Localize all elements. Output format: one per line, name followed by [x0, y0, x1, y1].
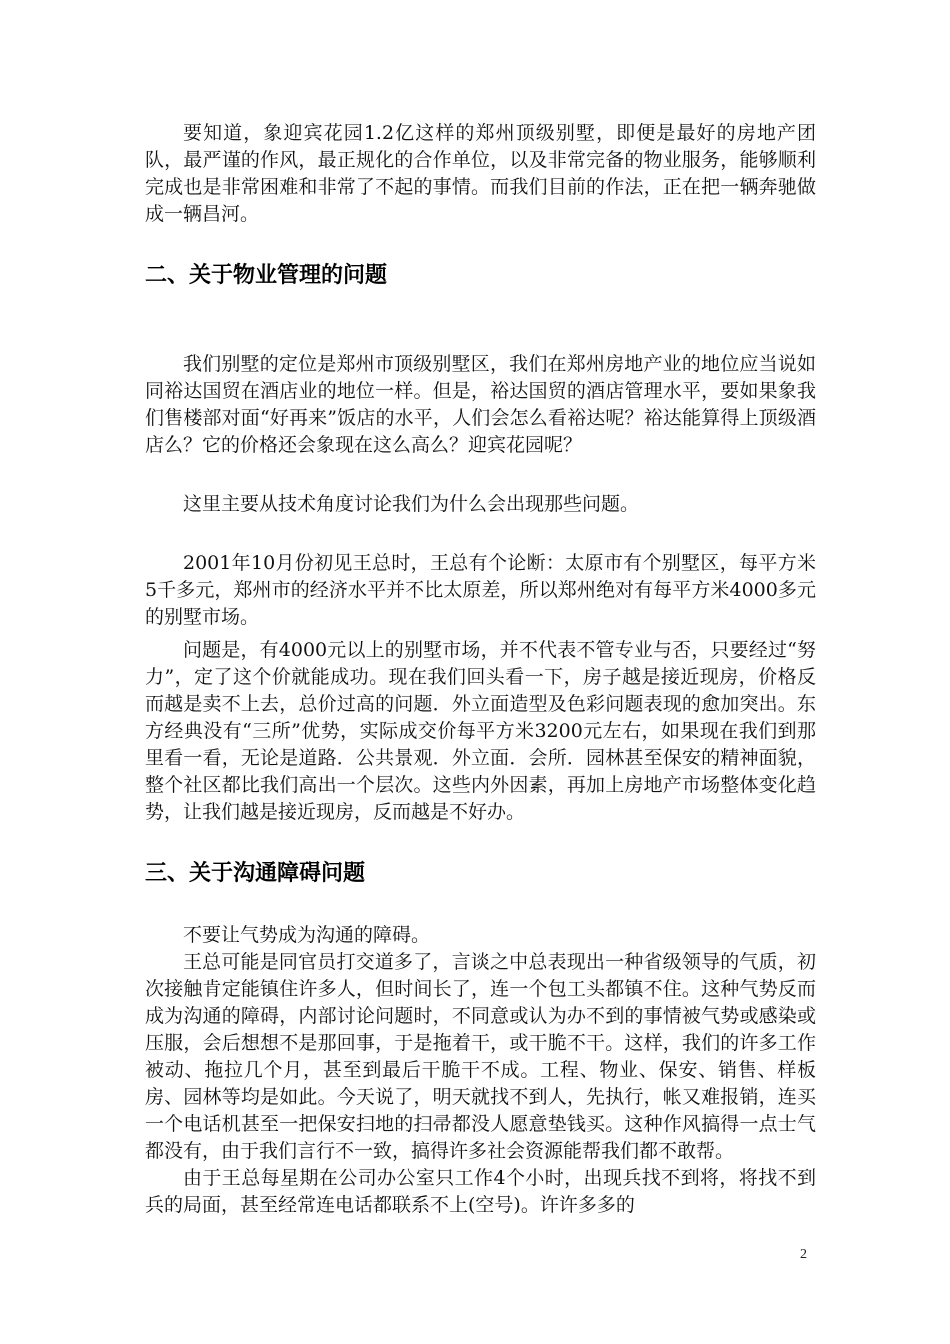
body-paragraph: 由于王总每星期在公司办公室只工作4个小时，出现兵找不到将，将找不到兵的局面，甚至经常连电话都联系不上(空号)。许许多多的: [145, 1167, 816, 1216]
body-paragraph: 我们别墅的定位是郑州市顶级别墅区，我们在郑州房地产业的地位应当说如同裕达国贸在酒店业的地位一样。但是，裕达国贸的酒店管理水平，要如果象我们售楼部对面“好再来”饭店的水平，人们会怎么看裕达呢？裕达能算得上顶级酒店么？它的价格还会象现在这么高么？迎宾花园呢？: [145, 353, 816, 456]
spacer: [145, 228, 816, 260]
spacer: [145, 890, 816, 922]
intro-paragraph: 要知道，象迎宾花园1.2亿这样的郑州顶级别墅，即便是最好的房地产团队，最严谨的作风，最正规化的合作单位，以及非常完备的物业服务，能够顺利完成也是非常困难和非常了不起的事情。而我们目前的作法，正在把一辆奔驰做成一辆昌河。: [145, 122, 816, 225]
body-paragraph: 这里主要从技术角度讨论我们为什么会出现那些问题。: [183, 493, 640, 515]
spacer: [145, 292, 816, 324]
body-paragraph: 不要让气势成为沟通的障碍。: [183, 924, 431, 946]
spacer: [145, 518, 816, 550]
document-page: [145, 120, 816, 1219]
section-heading-property-management: 二、关于物业管理的问题: [145, 263, 388, 288]
spacer: [145, 324, 816, 351]
spacer: [145, 826, 816, 858]
page-number: 2: [800, 1247, 807, 1262]
section-heading-communication: 三、关于沟通障碍问题: [145, 861, 366, 886]
body-paragraph: 王总可能是同官员打交道多了，言谈之中总表现出一种省级领导的气质，初次接触肯定能镇住许多人，但时间长了，连一个包工头都镇不住。这种气势反而成为沟通的障碍，内部讨论问题时，不同意或认为办不到的事情被气势或感染或压服，会后想想不是那回事，于是拖着干，或干脆不干。这样，我们的许多工作被动、拖拉几个月，甚至到最后干脆干不成。工程、物业、保安、销售、样板房、园林等均是如此。今天说了，明天就找不到人，先执行，帐又难报销，连买一个电话机甚至一把保安扫地的扫帚都没人愿意垫钱买。这种作风搞得一点士气都没有，由于我们言行不一致，搞得许多社会资源能帮我们都不敢帮。: [145, 951, 816, 1162]
body-paragraph: 问题是，有4000元以上的别墅市场，并不代表不管专业与否，只要经过“努力”，定了这个价就能成功。现在我们回头看一下，房子越是接近现房，价格反而越是卖不上去，总价过高的问题．外立面造型及色彩问题表现的愈加突出。东方经典没有“三所”优势，实际成交价每平方米3200元左右，如果现在我们到那里看一看，无论是道路．公共景观．外立面．会所．园林甚至保安的精神面貌，整个社区都比我们高出一个层次。这些内外因素，再加上房地产市场整体变化趋势，让我们越是接近现房，反而越是不好办。: [145, 639, 816, 823]
body-paragraph: 2001年10月份初见王总时，王总有个论断：太原市有个别墅区，每平方米5千多元，郑州市的经济水平并不比太原差，所以郑州绝对有每平方米4000多元的别墅市场。: [145, 552, 816, 628]
spacer: [145, 459, 816, 491]
